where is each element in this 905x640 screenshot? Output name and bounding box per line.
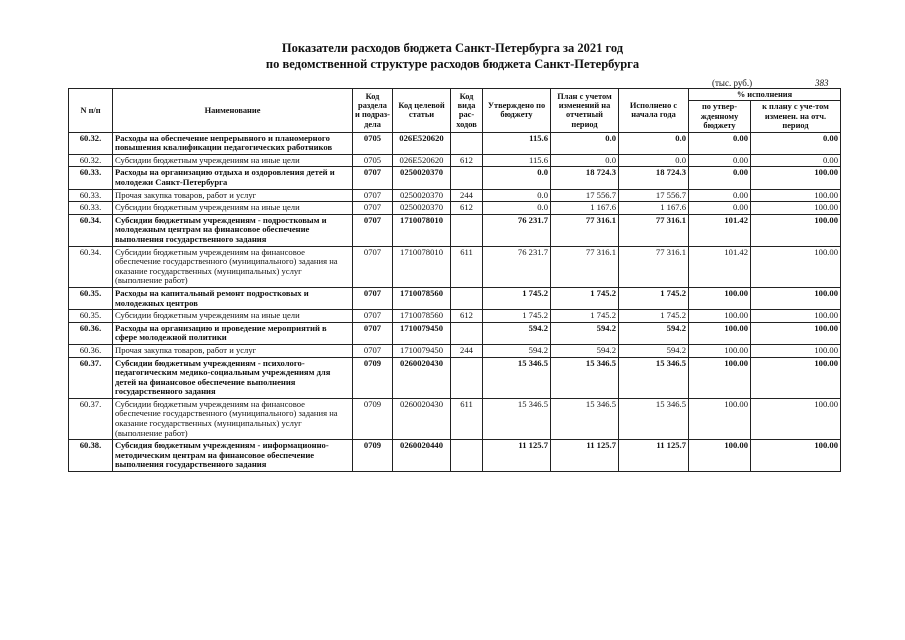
cell-executed: 77 316.1	[619, 246, 689, 287]
cell-approved: 11 125.7	[483, 440, 551, 472]
cell-plan: 1 745.2	[551, 287, 619, 309]
header-plan: План с учетом изменений на отчетный период	[551, 89, 619, 133]
table-row	[69, 154, 841, 167]
cell-pct-budget: 100.00	[689, 398, 751, 439]
table-row	[69, 440, 841, 472]
table-row	[69, 214, 841, 246]
cell-name: Расходы на организацию отдыха и оздоровления детей и молодежи Санкт-Петербурга	[113, 167, 353, 189]
cell-target: 026Е520620	[393, 132, 451, 154]
cell-executed: 15 346.5	[619, 357, 689, 398]
table-row	[69, 344, 841, 357]
table-row	[69, 287, 841, 309]
cell-plan: 594.2	[551, 344, 619, 357]
cell-target: 1710079450	[393, 344, 451, 357]
cell-target: 0250020370	[393, 167, 451, 189]
cell-pct-plan: 100.00	[751, 322, 841, 344]
cell-type: 612	[451, 310, 483, 323]
cell-plan: 77 316.1	[551, 246, 619, 287]
header-type: Код вида рас-ходов	[451, 89, 483, 133]
cell-type: 611	[451, 246, 483, 287]
cell-pct-plan: 100.00	[751, 310, 841, 323]
cell-executed: 15 346.5	[619, 398, 689, 439]
cell-name: Субсидии бюджетным учреждениям на иные цели	[113, 310, 353, 323]
cell-approved: 594.2	[483, 344, 551, 357]
cell-name: Расходы на обеспечение непрерывного и планомерного повышения квалификации педагогических работников	[113, 132, 353, 154]
cell-name: Субсидии бюджетным учреждениям на иные цели	[113, 154, 353, 167]
cell-pct-budget: 100.00	[689, 357, 751, 398]
cell-target: 1710078560	[393, 287, 451, 309]
document-title	[0, 40, 905, 72]
cell-approved: 0.0	[483, 202, 551, 215]
cell-pct-plan: 100.00	[751, 167, 841, 189]
cell-executed: 77 316.1	[619, 214, 689, 246]
cell-target: 0250020370	[393, 189, 451, 202]
cell-plan: 15 346.5	[551, 357, 619, 398]
cell-pct-budget: 100.00	[689, 287, 751, 309]
header-name: Наименование	[113, 89, 353, 133]
cell-pct-plan: 100.00	[751, 440, 841, 472]
cell-pct-plan: 100.00	[751, 357, 841, 398]
cell-pct-plan: 100.00	[751, 398, 841, 439]
cell-section: 0705	[353, 154, 393, 167]
cell-target: 0260020440	[393, 440, 451, 472]
header-target: Код целевой статьи	[393, 89, 451, 133]
cell-pct-plan: 100.00	[751, 246, 841, 287]
cell-target: 0260020430	[393, 398, 451, 439]
cell-executed: 18 724.3	[619, 167, 689, 189]
cell-pct-budget: 101.42	[689, 246, 751, 287]
cell-approved: 1 745.2	[483, 310, 551, 323]
cell-plan: 1 167.6	[551, 202, 619, 215]
cell-num: 60.36.	[69, 322, 113, 344]
cell-type	[451, 167, 483, 189]
cell-target: 1710079450	[393, 322, 451, 344]
cell-pct-plan: 0.00	[751, 154, 841, 167]
cell-type	[451, 440, 483, 472]
table-row	[69, 202, 841, 215]
cell-section: 0705	[353, 132, 393, 154]
table-row	[69, 322, 841, 344]
cell-plan: 15 346.5	[551, 398, 619, 439]
table-row	[69, 189, 841, 202]
cell-name: Прочая закупка товаров, работ и услуг	[113, 189, 353, 202]
cell-executed: 0.0	[619, 132, 689, 154]
cell-pct-plan: 0.00	[751, 132, 841, 154]
cell-pct-budget: 100.00	[689, 440, 751, 472]
cell-executed: 17 556.7	[619, 189, 689, 202]
header-pct-plan: к плану с уче-том изменен. на отч. период	[751, 101, 841, 132]
cell-approved: 1 745.2	[483, 287, 551, 309]
cell-approved: 0.0	[483, 167, 551, 189]
cell-target: 0260020430	[393, 357, 451, 398]
table-row	[69, 357, 841, 398]
cell-type	[451, 357, 483, 398]
cell-pct-budget: 100.00	[689, 310, 751, 323]
cell-num: 60.37.	[69, 398, 113, 439]
cell-name: Расходы на капитальный ремонт подростковых и молодежных центров	[113, 287, 353, 309]
cell-pct-plan: 100.00	[751, 344, 841, 357]
cell-pct-budget: 0.00	[689, 189, 751, 202]
cell-plan: 11 125.7	[551, 440, 619, 472]
cell-plan: 1 745.2	[551, 310, 619, 323]
cell-target: 0250020370	[393, 202, 451, 215]
cell-executed: 1 167.6	[619, 202, 689, 215]
cell-section: 0707	[353, 310, 393, 323]
cell-name: Субсидии бюджетным учреждениям - психолого-педагогическим медико-социальным учреждениям для детей на финансовое обеспечение выполнения государственного задания	[113, 357, 353, 398]
cell-num: 60.34.	[69, 246, 113, 287]
cell-approved: 594.2	[483, 322, 551, 344]
cell-section: 0707	[353, 246, 393, 287]
cell-name: Прочая закупка товаров, работ и услуг	[113, 344, 353, 357]
cell-name: Субсидия бюджетным учреждениям - информационно-методическим центрам на финансовое обеспечение выполнения государственного задания	[113, 440, 353, 472]
table-row	[69, 167, 841, 189]
cell-pct-budget: 0.00	[689, 202, 751, 215]
table-body	[69, 132, 841, 471]
cell-plan: 77 316.1	[551, 214, 619, 246]
cell-section: 0707	[353, 322, 393, 344]
cell-type	[451, 214, 483, 246]
cell-num: 60.33.	[69, 202, 113, 215]
cell-executed: 1 745.2	[619, 310, 689, 323]
cell-num: 60.35.	[69, 310, 113, 323]
cell-approved: 76 231.7	[483, 246, 551, 287]
cell-executed: 11 125.7	[619, 440, 689, 472]
cell-type: 244	[451, 344, 483, 357]
cell-num: 60.32.	[69, 132, 113, 154]
cell-plan: 17 556.7	[551, 189, 619, 202]
cell-approved: 15 346.5	[483, 357, 551, 398]
cell-pct-plan: 100.00	[751, 189, 841, 202]
cell-target: 1710078010	[393, 246, 451, 287]
cell-name: Расходы на организацию и проведение мероприятий в сфере молодежной политики	[113, 322, 353, 344]
cell-target: 1710078560	[393, 310, 451, 323]
header-approved: Утверждено по бюджету	[483, 89, 551, 133]
cell-num: 60.33.	[69, 167, 113, 189]
cell-num: 60.33.	[69, 189, 113, 202]
cell-executed: 594.2	[619, 322, 689, 344]
cell-pct-plan: 100.00	[751, 202, 841, 215]
cell-type: 612	[451, 154, 483, 167]
cell-num: 60.38.	[69, 440, 113, 472]
cell-executed: 1 745.2	[619, 287, 689, 309]
cell-section: 0709	[353, 440, 393, 472]
cell-section: 0707	[353, 189, 393, 202]
table-row	[69, 310, 841, 323]
cell-section: 0707	[353, 214, 393, 246]
title-line-1: Показатели расходов бюджета Санкт-Петербурга за 2021 год	[281, 41, 624, 55]
cell-section: 0707	[353, 344, 393, 357]
cell-pct-budget: 100.00	[689, 344, 751, 357]
table-row	[69, 132, 841, 154]
cell-num: 60.34.	[69, 214, 113, 246]
cell-approved: 115.6	[483, 132, 551, 154]
unit-label: (тыс. руб.)	[712, 78, 753, 88]
cell-pct-budget: 101.42	[689, 214, 751, 246]
cell-num: 60.32.	[69, 154, 113, 167]
title-line-2: по ведомственной структуре расходов бюджета Санкт-Петербурга	[265, 57, 640, 71]
header-pct-budget: по утвер-жденному бюджету	[689, 101, 751, 132]
cell-num: 60.35.	[69, 287, 113, 309]
cell-name: Субсидии бюджетным учреждениям на иные цели	[113, 202, 353, 215]
cell-pct-budget: 0.00	[689, 132, 751, 154]
cell-type: 612	[451, 202, 483, 215]
cell-type: 244	[451, 189, 483, 202]
cell-pct-budget: 100.00	[689, 322, 751, 344]
cell-approved: 115.6	[483, 154, 551, 167]
cell-approved: 76 231.7	[483, 214, 551, 246]
table-header	[69, 89, 841, 133]
cell-target: 026Е520620	[393, 154, 451, 167]
cell-plan: 18 724.3	[551, 167, 619, 189]
cell-name: Субсидии бюджетным учреждениям на финансовое обеспечение государственного (муниципального) задания на оказание государственных (муниципальных) услуг (выполнение работ)	[113, 246, 353, 287]
cell-type: 611	[451, 398, 483, 439]
cell-plan: 0.0	[551, 154, 619, 167]
cell-section: 0709	[353, 357, 393, 398]
table-row	[69, 246, 841, 287]
cell-section: 0707	[353, 202, 393, 215]
header-pct-group: % исполнения	[689, 89, 841, 101]
cell-plan: 0.0	[551, 132, 619, 154]
cell-name: Субсидии бюджетным учреждениям на финансовое обеспечение государственного (муниципального) задания на оказание государственных (муниципальных) услуг (выполнение работ)	[113, 398, 353, 439]
cell-approved: 15 346.5	[483, 398, 551, 439]
cell-type	[451, 287, 483, 309]
cell-section: 0707	[353, 167, 393, 189]
page-number: 383	[815, 78, 829, 88]
cell-section: 0707	[353, 287, 393, 309]
cell-plan: 594.2	[551, 322, 619, 344]
cell-num: 60.37.	[69, 357, 113, 398]
cell-pct-budget: 0.00	[689, 154, 751, 167]
cell-num: 60.36.	[69, 344, 113, 357]
cell-executed: 594.2	[619, 344, 689, 357]
header-num: N п/п	[69, 89, 113, 133]
cell-type	[451, 322, 483, 344]
header-executed: Исполнено с начала года	[619, 89, 689, 133]
cell-executed: 0.0	[619, 154, 689, 167]
cell-pct-plan: 100.00	[751, 214, 841, 246]
table-row	[69, 398, 841, 439]
cell-pct-budget: 0.00	[689, 167, 751, 189]
expenses-table	[68, 88, 841, 472]
cell-type	[451, 132, 483, 154]
cell-section: 0709	[353, 398, 393, 439]
cell-target: 1710078010	[393, 214, 451, 246]
cell-name: Субсидии бюджетным учреждениям - подростковым и молодежным центрам на финансовое обеспечение выполнения государственного задания	[113, 214, 353, 246]
cell-approved: 0.0	[483, 189, 551, 202]
cell-pct-plan: 100.00	[751, 287, 841, 309]
header-section: Код раздела и подраз-дела	[353, 89, 393, 133]
